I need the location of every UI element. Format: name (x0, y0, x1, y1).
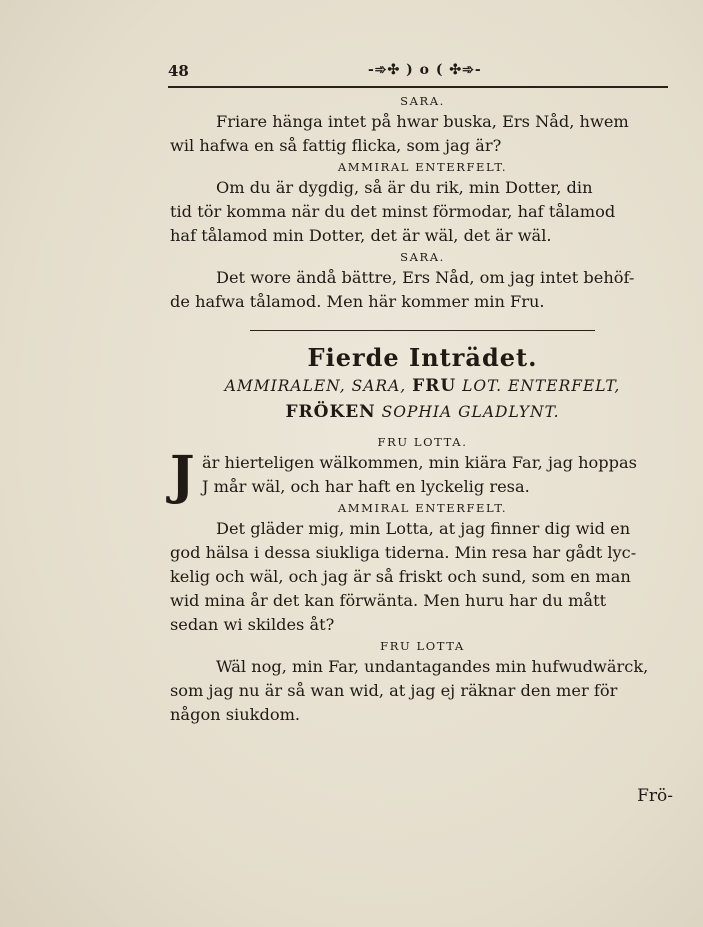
speech-line: någon siukdom. (170, 705, 301, 724)
speaker-sara: SARA. (400, 94, 445, 108)
header-ornament: -➾✣ ) o ( ✣➾- (368, 62, 482, 78)
speech-line: wil hafwa en så fattig flicka, som jag är? (170, 136, 502, 155)
speaker-fru-lotta: FRU LOTTA. (377, 435, 468, 449)
speech-line: Det wore ändå bättre, Ers Nåd, om jag intet behöf- (216, 268, 635, 287)
drop-cap: J (170, 445, 195, 506)
speaker-fru-lotta: FRU LOTTA (380, 639, 465, 653)
speech-line: är hierteligen wälkommen, min kiära Far, jag hoppas (202, 453, 637, 472)
speech-line: Friare hänga intet på hwar buska, Ers Nåd, hwem (216, 112, 629, 131)
speech-sara-1 (170, 110, 675, 158)
text-block (170, 92, 675, 727)
speech-line: wid mina år det kan förwänta. Men huru har du mått (170, 591, 607, 610)
cast-line-1 (170, 373, 675, 399)
speech-ammiral-1 (170, 176, 675, 248)
scene-title: Fierde Inträdet. (307, 343, 538, 372)
speech-ammiral-2 (170, 517, 675, 637)
header-rule (168, 86, 668, 88)
speaker-ammiral: AMMIRAL ENTERFELT. (337, 160, 508, 174)
speech-sara-2 (170, 266, 675, 314)
speech-lotta-1 (170, 445, 675, 506)
speech-lotta-2 (170, 655, 675, 727)
catchword: Frö- (637, 786, 673, 806)
page-number: 48 (168, 62, 189, 80)
speech-line: god hälsa i dessa siukliga tiderna. Min resa har gådt lyc- (170, 543, 637, 562)
speech-line: kelig och wäl, och jag är så friskt och sund, som en man (170, 567, 631, 586)
speech-line: tid tör komma när du det minst förmodar, haf tålamod (170, 202, 616, 221)
cast-title: FRU (412, 376, 457, 396)
speech-line: Om du är dygdig, så är du rik, min Dotter, din (216, 178, 593, 197)
speech-line: Wäl nog, min Far, undantagandes min hufwudwärck, (216, 657, 649, 676)
speech-line: de hafwa tålamod. Men här kommer min Fru. (170, 292, 545, 311)
speaker-sara: SARA. (400, 250, 445, 264)
speech-line: sedan wi skildes åt? (170, 615, 335, 634)
speech-line: Det gläder mig, min Lotta, at jag finner dig wid en (216, 519, 631, 538)
running-header (168, 58, 668, 86)
cast-line-2 (170, 399, 675, 425)
scene-separator (250, 330, 595, 331)
speech-line: J mår wäl, och har haft en lyckelig resa. (202, 477, 530, 496)
cast-title: FRÖKEN (285, 402, 376, 422)
cast-names: LOT. ENTERFELT, (462, 377, 621, 395)
cast-names: AMMIRALEN, SARA, (224, 377, 407, 395)
speech-line: som jag nu är så wan wid, at jag ej räknar den mer för (170, 681, 618, 700)
speech-line: haf tålamod min Dotter, det är wäl, det är wäl. (170, 226, 552, 245)
cast-names: SOPHIA GLADLYNT. (381, 403, 560, 421)
speaker-ammiral: AMMIRAL ENTERFELT. (337, 501, 508, 515)
